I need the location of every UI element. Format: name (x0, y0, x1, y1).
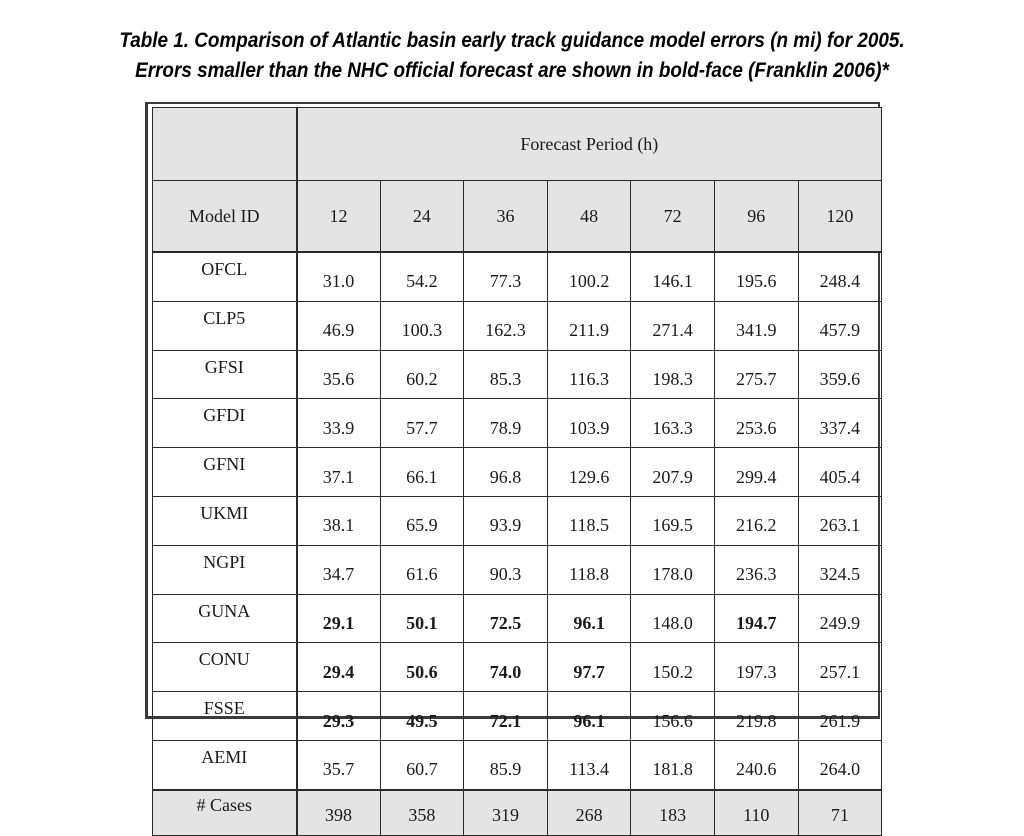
error-value-cell: 38.1 (297, 496, 381, 545)
error-value-cell: 216.2 (714, 496, 798, 545)
error-value-cell: 271.4 (631, 301, 715, 350)
error-value-cell: 118.8 (547, 545, 631, 594)
error-value-cell: 61.6 (380, 545, 464, 594)
error-value-cell: 169.5 (631, 496, 715, 545)
error-value-cell: 236.3 (714, 545, 798, 594)
table-row (153, 448, 882, 497)
error-value-cell: 65.9 (380, 496, 464, 545)
error-value-cell: 148.0 (631, 594, 715, 643)
model-id-header: Model ID (153, 181, 297, 253)
error-value-cell: 29.4 (297, 643, 381, 692)
model-id-cell: UKMI (153, 496, 297, 545)
cases-count-cell: 398 (297, 790, 381, 836)
error-value-cell: 405.4 (798, 448, 882, 497)
error-value-cell: 50.1 (380, 594, 464, 643)
error-value-cell: 60.2 (380, 350, 464, 399)
model-id-cell: GFSI (153, 350, 297, 399)
error-value-cell: 78.9 (464, 399, 548, 448)
error-value-cell: 275.7 (714, 350, 798, 399)
table-row (153, 545, 882, 594)
error-value-cell: 324.5 (798, 545, 882, 594)
period-header-cell: 120 (798, 181, 882, 253)
header-corner-cell (153, 108, 297, 181)
error-value-cell: 54.2 (380, 252, 464, 301)
error-value-cell: 35.6 (297, 350, 381, 399)
table-row (153, 740, 882, 789)
model-id-cell: GUNA (153, 594, 297, 643)
error-value-cell: 66.1 (380, 448, 464, 497)
cases-count-cell: 71 (798, 790, 882, 836)
error-value-cell: 72.5 (464, 594, 548, 643)
error-value-cell: 116.3 (547, 350, 631, 399)
error-value-cell: 163.3 (631, 399, 715, 448)
error-value-cell: 37.1 (297, 448, 381, 497)
error-value-cell: 97.7 (547, 643, 631, 692)
table-row (153, 301, 882, 350)
period-header-cell: 72 (631, 181, 715, 253)
period-header-cell: 48 (547, 181, 631, 253)
error-value-cell: 72.1 (464, 692, 548, 741)
error-value-cell: 96.1 (547, 594, 631, 643)
error-value-cell: 96.1 (547, 692, 631, 741)
error-value-cell: 31.0 (297, 252, 381, 301)
error-value-cell: 253.6 (714, 399, 798, 448)
error-value-cell: 96.8 (464, 448, 548, 497)
error-value-cell: 29.3 (297, 692, 381, 741)
error-value-cell: 57.7 (380, 399, 464, 448)
error-value-cell: 457.9 (798, 301, 882, 350)
error-value-cell: 29.1 (297, 594, 381, 643)
error-value-cell: 35.7 (297, 740, 381, 789)
cases-count-cell: 183 (631, 790, 715, 836)
cases-count-cell: 110 (714, 790, 798, 836)
model-id-cell: CONU (153, 643, 297, 692)
table-row (153, 252, 882, 301)
error-value-cell: 46.9 (297, 301, 381, 350)
model-id-cell: GFNI (153, 448, 297, 497)
error-value-cell: 150.2 (631, 643, 715, 692)
error-value-cell: 299.4 (714, 448, 798, 497)
table-row (153, 496, 882, 545)
error-value-cell: 85.9 (464, 740, 548, 789)
error-value-cell: 74.0 (464, 643, 548, 692)
table-row (153, 399, 882, 448)
table-row (153, 350, 882, 399)
forecast-period-header: Forecast Period (h) (297, 108, 882, 181)
error-value-cell: 197.3 (714, 643, 798, 692)
model-id-cell: FSSE (153, 692, 297, 741)
error-value-cell: 198.3 (631, 350, 715, 399)
error-value-cell: 207.9 (631, 448, 715, 497)
error-value-cell: 49.5 (380, 692, 464, 741)
error-value-cell: 162.3 (464, 301, 548, 350)
table-frame (145, 102, 880, 826)
table-row (153, 643, 882, 692)
error-value-cell: 264.0 (798, 740, 882, 789)
model-id-cell: AEMI (153, 740, 297, 789)
error-value-cell: 85.3 (464, 350, 548, 399)
title-line-1: Table 1. Comparison of Atlantic basin early track guidance model errors (n mi) for 2005. (119, 29, 905, 52)
error-value-cell: 249.9 (798, 594, 882, 643)
error-value-cell: 359.6 (798, 350, 882, 399)
model-id-cell: OFCL (153, 252, 297, 301)
model-error-table (152, 107, 882, 836)
error-value-cell: 181.8 (631, 740, 715, 789)
model-id-cell: CLP5 (153, 301, 297, 350)
error-value-cell: 118.5 (547, 496, 631, 545)
error-value-cell: 248.4 (798, 252, 882, 301)
error-value-cell: 129.6 (547, 448, 631, 497)
table-row (153, 692, 882, 741)
header-row-period (153, 108, 882, 181)
error-value-cell: 34.7 (297, 545, 381, 594)
error-value-cell: 341.9 (714, 301, 798, 350)
error-value-cell: 156.6 (631, 692, 715, 741)
error-value-cell: 100.3 (380, 301, 464, 350)
error-value-cell: 60.7 (380, 740, 464, 789)
error-value-cell: 93.9 (464, 496, 548, 545)
error-value-cell: 263.1 (798, 496, 882, 545)
header-row-hours (153, 181, 882, 253)
cases-count-cell: 268 (547, 790, 631, 836)
cases-row (153, 790, 882, 836)
period-header-cell: 96 (714, 181, 798, 253)
error-value-cell: 50.6 (380, 643, 464, 692)
error-value-cell: 100.2 (547, 252, 631, 301)
error-value-cell: 195.6 (714, 252, 798, 301)
error-value-cell: 103.9 (547, 399, 631, 448)
error-value-cell: 178.0 (631, 545, 715, 594)
error-value-cell: 240.6 (714, 740, 798, 789)
period-header-cell: 36 (464, 181, 548, 253)
slide-title (51, 26, 973, 86)
error-value-cell: 113.4 (547, 740, 631, 789)
error-value-cell: 257.1 (798, 643, 882, 692)
cases-count-cell: 358 (380, 790, 464, 836)
cases-label-cell: # Cases (153, 790, 297, 836)
error-value-cell: 77.3 (464, 252, 548, 301)
error-value-cell: 261.9 (798, 692, 882, 741)
model-id-cell: GFDI (153, 399, 297, 448)
model-id-cell: NGPI (153, 545, 297, 594)
cases-count-cell: 319 (464, 790, 548, 836)
error-value-cell: 337.4 (798, 399, 882, 448)
error-value-cell: 33.9 (297, 399, 381, 448)
error-value-cell: 194.7 (714, 594, 798, 643)
period-header-cell: 12 (297, 181, 381, 253)
period-header-cell: 24 (380, 181, 464, 253)
error-value-cell: 146.1 (631, 252, 715, 301)
error-value-cell: 90.3 (464, 545, 548, 594)
title-line-2: Errors smaller than the NHC official forecast are shown in bold-face (Franklin 2006)* (135, 59, 889, 82)
error-value-cell: 219.8 (714, 692, 798, 741)
error-value-cell: 211.9 (547, 301, 631, 350)
table-row (153, 594, 882, 643)
